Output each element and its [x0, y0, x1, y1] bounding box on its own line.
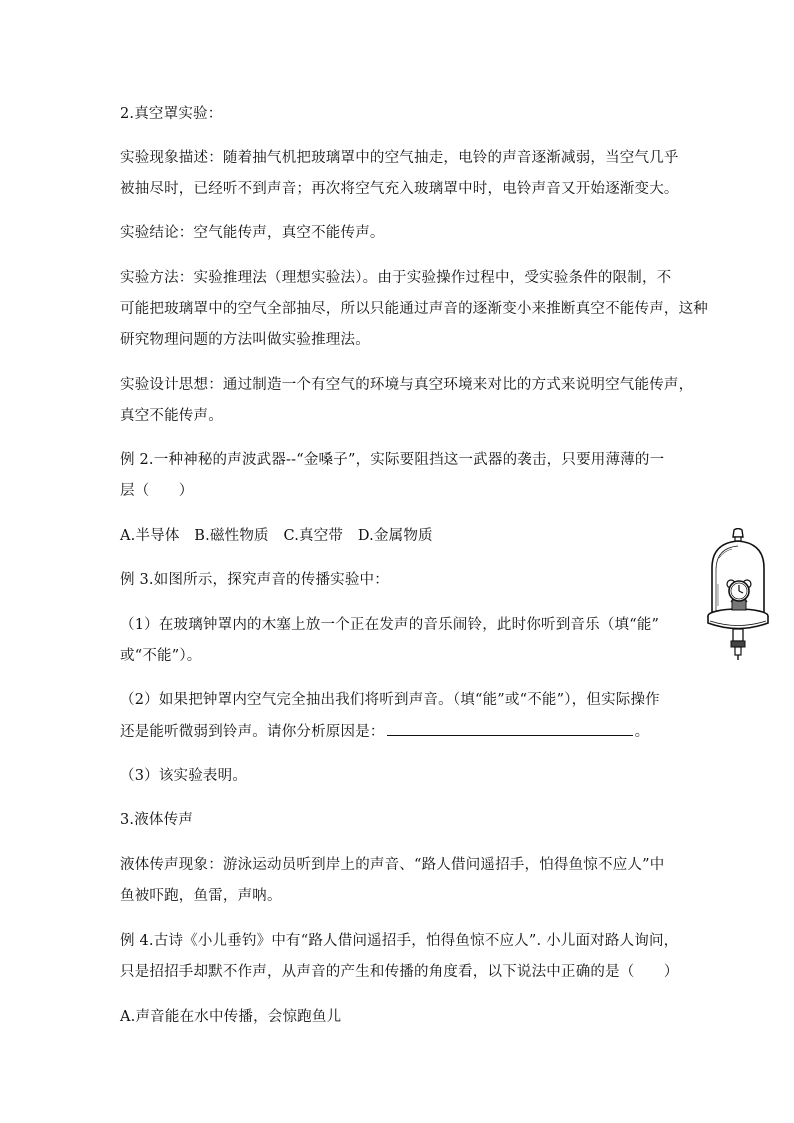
liquid-text-line2: 鱼被吓跑，鱼雷，声呐。 — [120, 888, 282, 904]
phenomenon-text-line2: 被抽尽时，已经听不到声音；再次将空气充入玻璃罩中时，电铃声音又开始逐渐变大。 — [120, 181, 679, 197]
method-text-line3: 研究物理问题的方法叫做实验推理法。 — [120, 332, 370, 348]
example3-q1-line2: 或“不能”）。 — [120, 648, 202, 664]
example4-line2: 只是招招手却默不作声，从声音的产生和传播的角度看，以下说法中正确的是（ ） — [120, 964, 679, 980]
example4-line1: 例 4.古诗《小儿垂钓》中有“路人借问遥招手，怕得鱼惊不应人”. 小儿面对路人询问， — [120, 933, 679, 949]
example3-q1-line1: （1）在玻璃钟罩内的木塞上放一个正在发声的音乐闹铃，此时你听到音乐（填“能” — [120, 617, 660, 633]
answer-blank[interactable] — [387, 721, 633, 736]
heading-vacuum-experiment: 2.真空罩实验： — [120, 106, 223, 122]
example3-q2-line1: （2）如果把钟罩内空气完全抽出我们将听到声音。（填“能”或“不能”），但实际操作 — [120, 692, 660, 708]
example3-q2-line2 — [120, 721, 680, 742]
method-text-line2: 可能把玻璃罩中的空气全部抽尽，所以只能通过声音的逐渐变小来推断真空不能传声，这种 — [120, 301, 708, 317]
example3-q2-line2-end: 。 — [634, 724, 650, 740]
example2-options: A.半导体 B.磁性物质 C.真空带 D.金属物质 — [120, 528, 433, 544]
example4-option-a: A.声音能在水中传播，会惊跑鱼儿 — [120, 1009, 342, 1025]
method-text-line1: 实验方法：实验推理法（理想实验法）。由于实验操作过程中，受实验条件的限制，不 — [120, 270, 672, 286]
example2-line2: 层（ ） — [120, 483, 194, 499]
conclusion-text: 实验结论：空气能传声，真空不能传声。 — [120, 225, 385, 241]
example2-line1: 例 2.一种神秘的声波武器--“金嗓子”，实际要阻挡这一武器的袭击，只要用薄薄的一 — [120, 452, 665, 468]
example3-q2-line2-text: 还是能听微弱到铃声。请你分析原因是： — [120, 724, 385, 740]
example3-q3: （3）该实验表明。 — [120, 768, 248, 784]
phenomenon-text-line1: 实验现象描述：随着抽气机把玻璃罩中的空气抽走，电铃的声音逐渐减弱，当空气几乎 — [120, 150, 679, 166]
bell-jar-with-alarm-clock-icon — [706, 528, 770, 664]
design-text-line1: 实验设计思想：通过制造一个有空气的环境与真空环境来对比的方式来说明空气能传声， — [120, 377, 694, 393]
liquid-text-line1: 液体传声现象：游泳运动员听到岸上的声音、“路人借问遥招手，怕得鱼惊不应人”中 — [120, 857, 665, 873]
design-text-line2: 真空不能传声。 — [120, 408, 223, 424]
heading-liquid-sound: 3.液体传声 — [120, 812, 194, 828]
example3-intro: 例 3.如图所示，探究声音的传播实验中： — [120, 572, 389, 588]
